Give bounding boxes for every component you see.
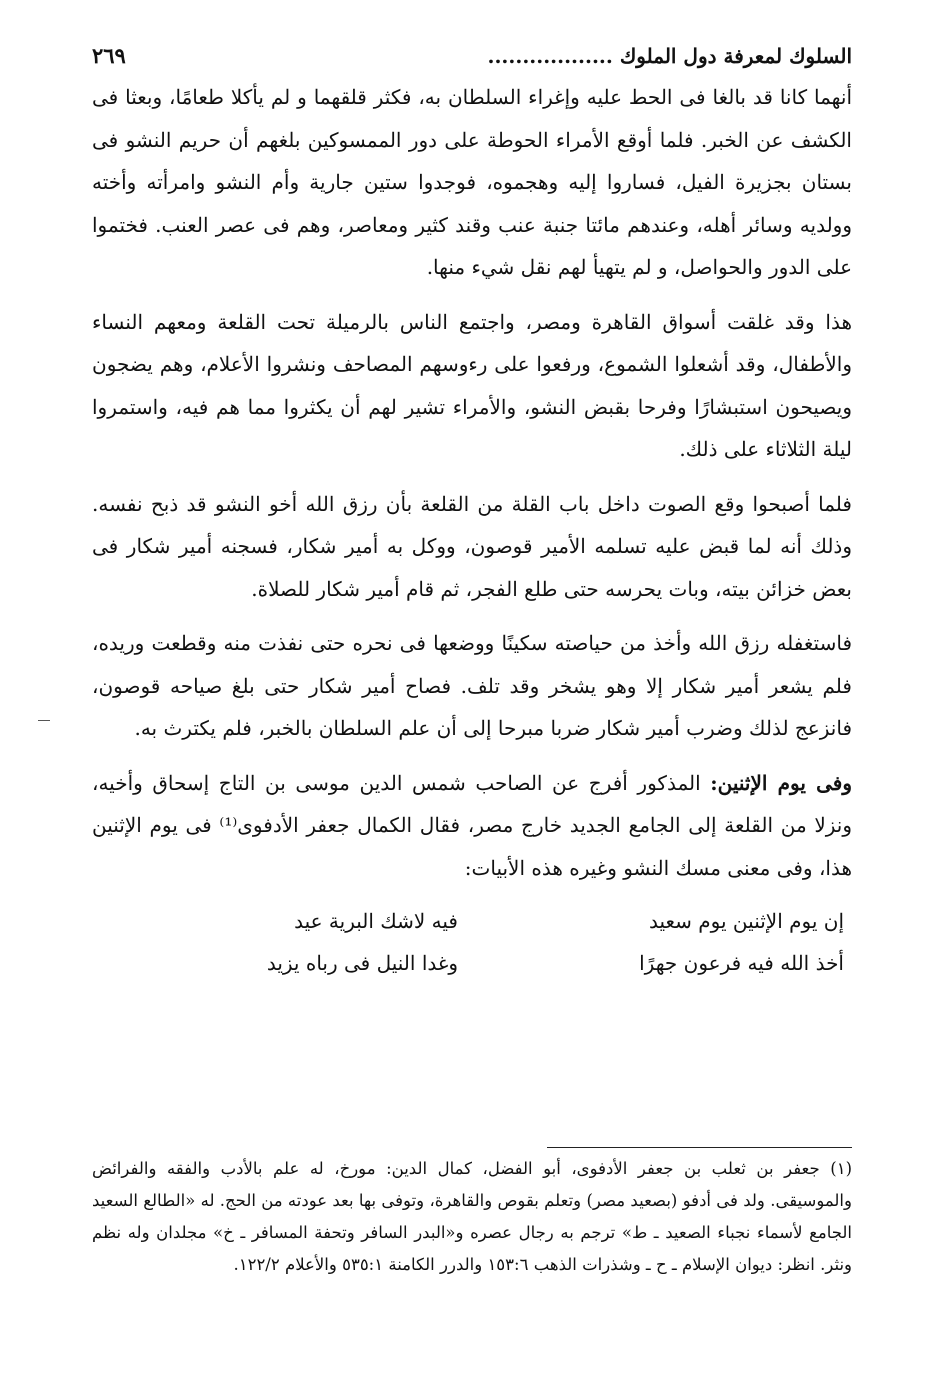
paragraph-1: [92, 76, 852, 289]
paragraph-text: فاستغفله رزق الله وأخذ من حياصته سكينًا ووضعها فى نحره حتى نفذت منه وقطعت وريده، فلم يشعر أمير شكار إلا وهو يشخر وقد تلف. فصاح أمير شكار حتى بلغ صياحه قوصون، فانزعج لذلك وضرب أمير شكار ضربا مبرحا إلى أن علم السلطان بالخبر، فلم يكترث به.: [92, 631, 852, 740]
paragraph-4: [92, 622, 852, 750]
footnotes: [92, 1153, 852, 1281]
header-dots: ..................: [487, 44, 613, 68]
book-title: السلوك لمعرفة دول الملوك: [619, 44, 852, 68]
paragraph-text: المذكور أفرج عن الصاحب شمس الدين موسى بن التاج إسحاق وأخيه، ونزلا من القلعة إلى الجامع الجديد خارج مصر، فقال الكمال جعفر الأدفوى⁽¹⁾ فى يوم الإثنين هذا، وفى معنى مسك النشو وغيره هذه الأبيات:: [92, 770, 853, 880]
poem-verses: [112, 901, 844, 983]
verse-1-first-hemistich: إن يوم الإثنين يوم سعيد: [649, 909, 844, 933]
verse-2-second-hemistich: وغدا النيل فى رباه يزيد: [266, 951, 458, 975]
paragraph-lead: وفى يوم الإثنين:: [710, 770, 852, 795]
footnote-1: (١) جعفر بن ثعلب بن جعفر الأدفوى، أبو الفضل، كمال الدين: مورخ، له علم بالأدب والفقه والفرائض والموسيقى. ولد فى أدفو (بصعيد مصر) وتعلم بقوص والقاهرة، وتوفى بها بعد عودته من الحج. له «الطالع السعيد الجامع لأسماء نجباء الصعيد ـ ط» ترجم به رجال عصره و«البدر السافر وتحفة المسافر ـ خ» مجلدان وله نظم ونثر. انظر: ديوان الإسلام ـ ح ـ وشذرات الذهب ١٥٣:٦ والدرر الكامنة ٥٣٥:١ والأعلام ١٢٢/٢.: [92, 1159, 852, 1274]
paragraph-5: [92, 762, 852, 890]
margin-mark: [38, 720, 50, 721]
running-header: [92, 28, 852, 68]
footnote-separator: [547, 1147, 852, 1148]
verse-2-first-hemistich: أخذ الله فيه فرعون جهرًا: [639, 951, 844, 975]
paragraph-text: هذا وقد غلقت أسواق القاهرة ومصر، واجتمع الناس بالرميلة تحت القلعة ومعهم النساء والأطفال، وقد أشعلوا الشموع، ورفعوا على رءوسهم المصاحف ونشروا الأعلام، وهم يضجون ويصيحون استبشارًا وفرحا بقبض النشو، والأمراء تشير لهم أن يكثروا مما هم فيه، واستمروا ليلة الثلاثاء على ذلك.: [92, 309, 852, 461]
main-text: [92, 76, 852, 983]
paragraph-2: [92, 301, 852, 471]
page-number: ٢٦٩: [92, 43, 126, 68]
paragraph-3: [92, 483, 852, 611]
verse-1-second-hemistich: فيه لاشك البرية عيد: [294, 909, 458, 933]
paragraph-text: فلما أصبحوا وقع الصوت داخل باب القلة من القلعة بأن رزق الله أخو النشو قد ذبح نفسه. وذلك أنه لما قبض عليه تسلمه الأمير قوصون، ووكل به أمير شكار، فسجنه أمير شكار فى بعض خزائن بيته، وبات يحرسه حتى طلع الفجر، ثم قام أمير شكار للصلاة.: [92, 491, 852, 601]
header-title: [488, 44, 853, 68]
paragraph-text: أنهما كانا قد بالغا فى الحط عليه وإغراء السلطان به، فكثر قلقهما و لم يأكلا طعامًا، وبعثا فى الكشف عن الخبر. فلما أوقع الأمراء الحوطة على دور الممسوكين بلغهم أن حريم النشو فى بستان بجزيرة الفيل، فساروا إليه وهجموه، فوجدوا ستين جارية وأم النشو وامرأته وأخته وولديه وسائر أهله، وعندهم مائتا جنبة عنب وقند كثير ومعاصر، وهم فى عصر العنب. فختموا على الدور والحواصل، و لم يتهيأ لهم نقل شيء منها.: [92, 85, 852, 279]
